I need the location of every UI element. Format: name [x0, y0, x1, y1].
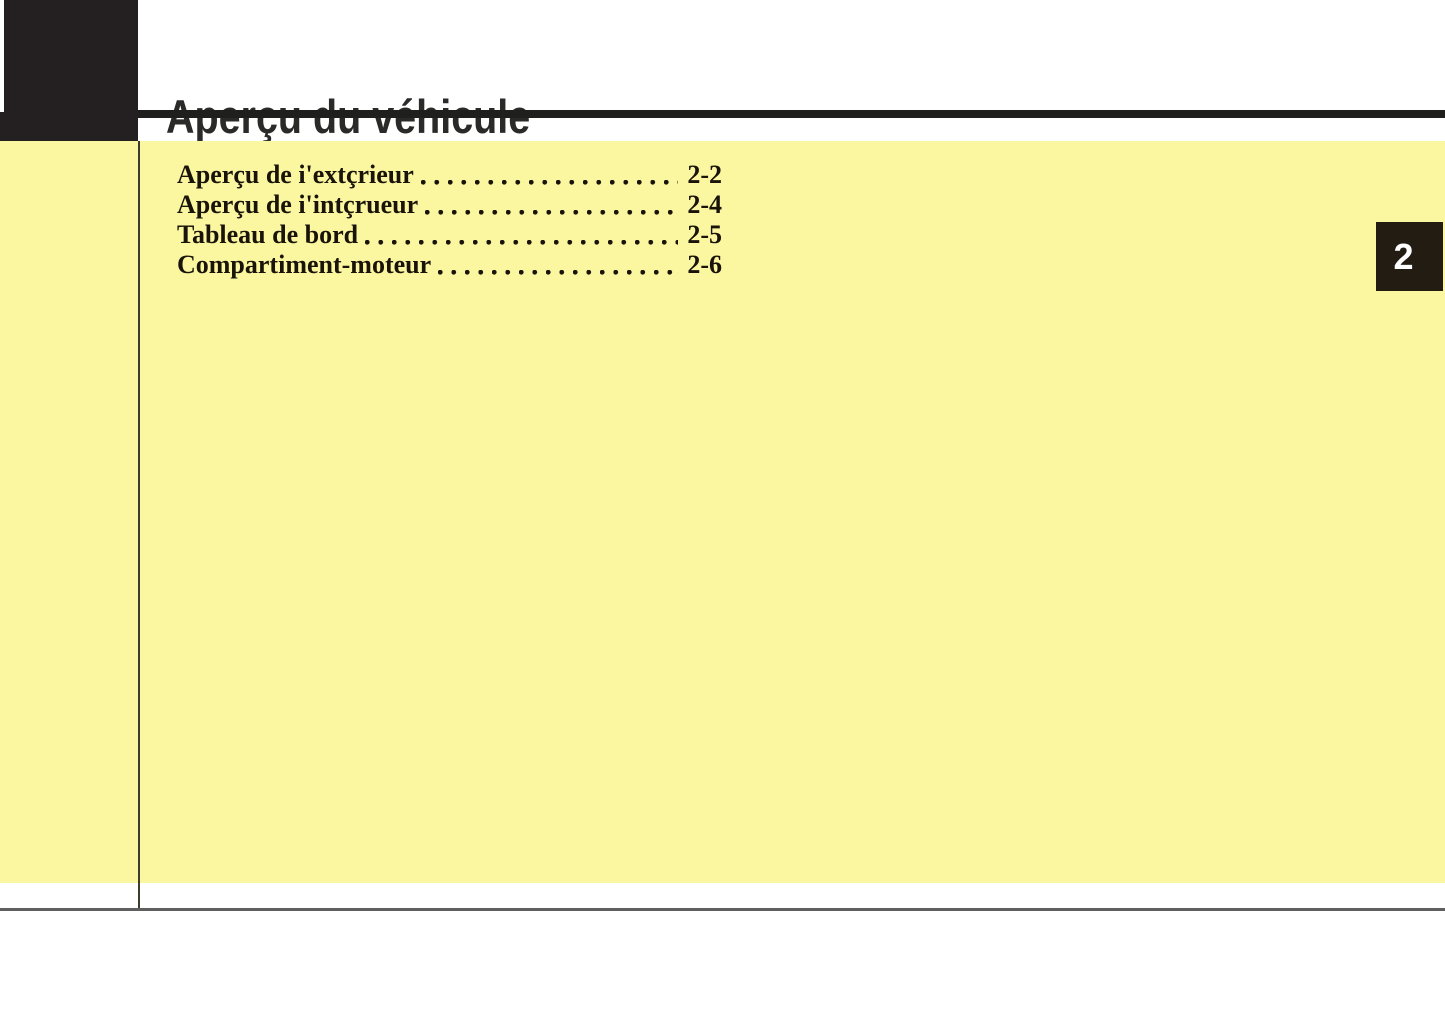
- toc-entry-page: 2-6: [687, 250, 722, 279]
- toc-entry-page: 2-2: [687, 160, 722, 189]
- toc-entry-label: Compartiment-moteur: [177, 250, 432, 279]
- table-of-contents: [177, 160, 722, 280]
- page-edge-sliver: [0, 0, 4, 112]
- corner-block: [0, 0, 138, 141]
- chapter-tab: [1376, 222, 1443, 291]
- dot-leader: [438, 270, 678, 275]
- dot-leader: [365, 240, 678, 245]
- toc-entry: [177, 250, 722, 280]
- column-divider: [138, 141, 140, 910]
- toc-entry: [177, 190, 722, 220]
- toc-entry-label: Tableau de bord: [177, 220, 359, 249]
- toc-entry-page: 2-4: [687, 190, 722, 219]
- toc-entry-label: Aperçu de i'intçrueur: [177, 190, 419, 219]
- title-rule: [138, 110, 1445, 118]
- toc-entry-label: Aperçu de i'extçrieur: [177, 160, 414, 189]
- footer-rule: [0, 908, 1445, 911]
- toc-entry: [177, 160, 722, 190]
- chapter-tab-number: 2: [1393, 235, 1414, 277]
- dot-leader: [421, 180, 679, 185]
- toc-entry: [177, 220, 722, 250]
- toc-entry-page: 2-5: [687, 220, 722, 249]
- dot-leader: [425, 210, 678, 215]
